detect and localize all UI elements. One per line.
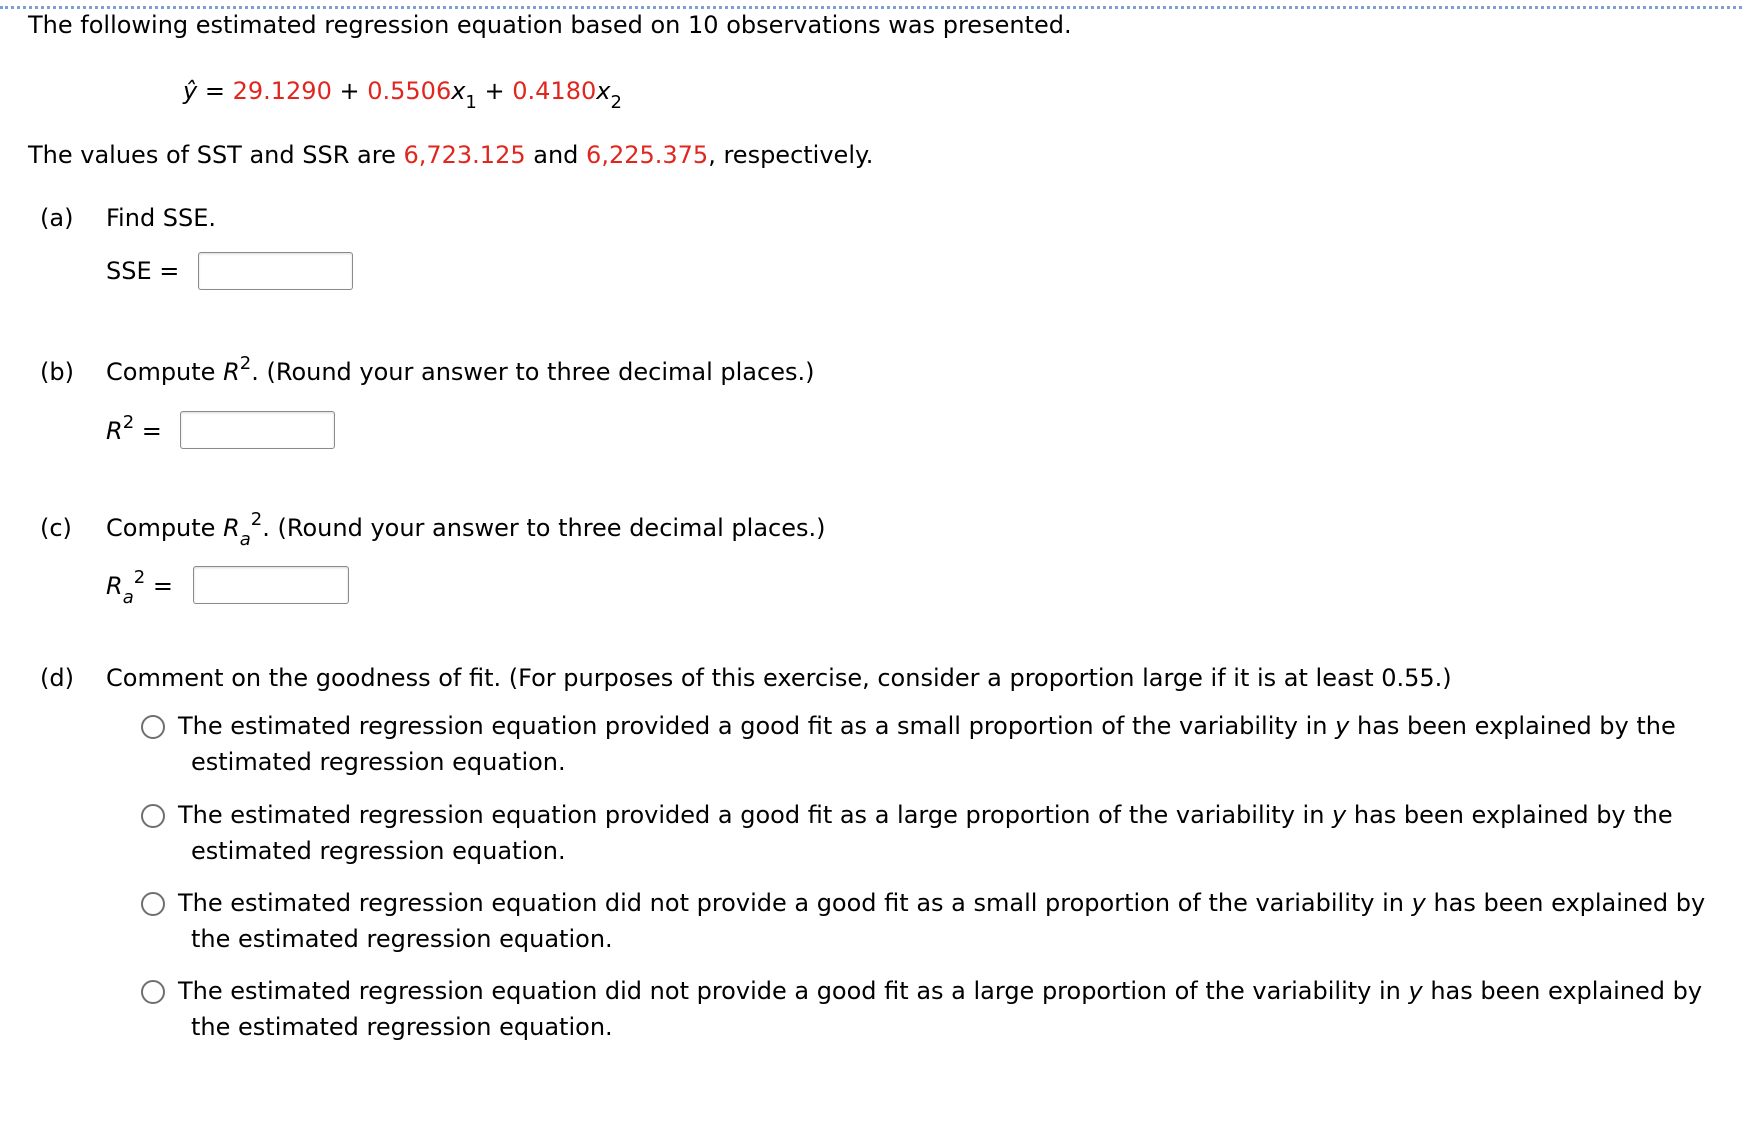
x2-subscript: 2	[610, 92, 622, 113]
part-a-question: Find SSE.	[106, 204, 217, 232]
part-b-prefix: Compute	[106, 358, 224, 386]
values-mid: and	[525, 141, 587, 169]
x2-variable: x	[596, 77, 611, 105]
option-2-var: y	[1332, 801, 1347, 829]
part-d-label: (d)	[40, 664, 74, 692]
regression-equation	[183, 76, 622, 113]
part-a-label: (a)	[40, 204, 74, 232]
part-c-suffix: . (Round your answer to three decimal places.)	[262, 514, 826, 542]
r2-sup: 2	[122, 412, 135, 433]
coefficient-x1: 0.5506	[367, 77, 452, 105]
ssr-value: 6,225.375	[586, 141, 709, 169]
option-1-after: has been explained by the estimated regression equation.	[191, 712, 1676, 776]
option-3-var: y	[1411, 889, 1426, 917]
option-4-text[interactable]	[178, 973, 1731, 1045]
r2-var: R	[106, 417, 123, 445]
r2-equals: =	[141, 417, 162, 445]
option-4-radio[interactable]	[141, 980, 165, 1004]
ra-sub: a	[239, 529, 251, 550]
r2-label	[106, 412, 162, 449]
option-2-text[interactable]	[178, 797, 1731, 869]
values-suffix: , respectively.	[708, 141, 874, 169]
part-c-question	[106, 509, 826, 550]
part-b-question	[106, 353, 815, 390]
values-prefix: The values of SST and SSR are	[28, 141, 404, 169]
option-1-text[interactable]	[178, 708, 1731, 780]
option-1-var: y	[1335, 712, 1350, 740]
option-2-radio[interactable]	[141, 804, 165, 828]
top-dotted-divider	[0, 6, 1742, 9]
option-4-before: The estimated regression equation did not provide a good fit as a large proportion of the variability in	[178, 977, 1409, 1005]
part-b-suffix: . (Round your answer to three decimal places.)	[251, 358, 815, 386]
ra2-sub: a	[122, 587, 134, 608]
ra2-var: R	[106, 572, 123, 600]
sse-label	[106, 256, 179, 286]
option-2-after: has been explained by the estimated regression equation.	[191, 801, 1673, 865]
intro-text: The following estimated regression equation based on 10 observations was presented.	[28, 11, 1072, 39]
sse-equals: =	[159, 257, 180, 285]
y-hat: ŷ	[183, 77, 198, 105]
r-squared-input[interactable]	[180, 411, 335, 449]
adjusted-r-squared-input[interactable]	[193, 566, 349, 604]
intercept-value: 29.1290	[232, 77, 332, 105]
option-3-text[interactable]	[178, 885, 1731, 957]
part-c-prefix: Compute	[106, 514, 224, 542]
option-1-radio[interactable]	[141, 715, 165, 739]
sse-input[interactable]	[198, 252, 353, 290]
eq-plus-1: +	[339, 77, 360, 105]
ra2-sup: 2	[133, 567, 146, 588]
x1-variable: x	[451, 77, 466, 105]
option-3-after: has been explained by the estimated regression equation.	[191, 889, 1706, 953]
option-2-before: The estimated regression equation provided a good fit as a large proportion of the variability in	[178, 801, 1333, 829]
part-b-label: (b)	[40, 358, 74, 386]
r-var: R	[223, 358, 240, 386]
ra-sup: 2	[250, 509, 263, 530]
eq-equals: =	[204, 77, 225, 105]
option-4-var: y	[1408, 977, 1423, 1005]
ra-var: R	[223, 514, 240, 542]
sst-ssr-sentence	[28, 140, 873, 170]
part-d-question: Comment on the goodness of fit. (For purposes of this exercise, consider a proportion large if it is at least 0.55.)	[106, 664, 1452, 692]
option-4-after: has been explained by the estimated regression equation.	[191, 977, 1703, 1041]
ra2-label	[106, 567, 173, 608]
eq-plus-2: +	[484, 77, 505, 105]
sse-text: SSE	[106, 257, 152, 285]
option-1-before: The estimated regression equation provided a good fit as a small proportion of the variability in	[178, 712, 1336, 740]
x1-subscript: 1	[465, 92, 477, 113]
r-sup: 2	[239, 353, 252, 374]
option-3-before: The estimated regression equation did not provide a good fit as a small proportion of the variability in	[178, 889, 1412, 917]
coefficient-x2: 0.4180	[512, 77, 597, 105]
part-c-label: (c)	[40, 514, 72, 542]
ra2-equals: =	[152, 572, 173, 600]
sst-value: 6,723.125	[403, 141, 526, 169]
option-3-radio[interactable]	[141, 892, 165, 916]
